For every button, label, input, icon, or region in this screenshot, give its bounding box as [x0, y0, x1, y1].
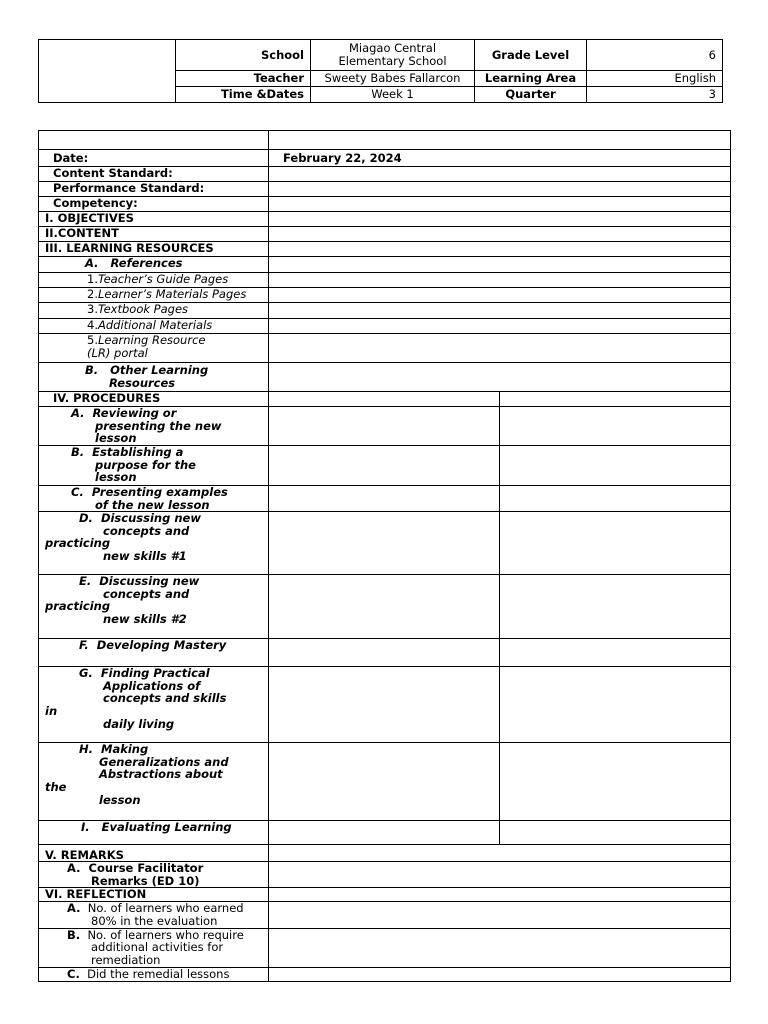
- procedure-b: [39, 446, 269, 486]
- procedure-i: [39, 821, 269, 845]
- table-row: [39, 197, 731, 212]
- header-info-table: [38, 39, 723, 103]
- table-row: [39, 212, 731, 227]
- procedure-f: [39, 639, 269, 667]
- competency-label: Competency:: [39, 197, 269, 212]
- table-row: [39, 862, 731, 888]
- reflection-heading: VI. REFLECTION: [39, 888, 269, 902]
- reference-text: Textbook Pages: [97, 302, 189, 316]
- empty-cell: [269, 363, 731, 392]
- table-row: [39, 743, 731, 821]
- reference-text: Additional Materials: [97, 318, 213, 332]
- table-row: [39, 639, 731, 667]
- date-value: February 22, 2024: [269, 150, 731, 167]
- reference-number: 2.: [87, 287, 98, 301]
- empty-cell: [269, 862, 731, 888]
- table-row: [39, 303, 731, 319]
- performance-standard-label: Performance Standard:: [39, 182, 269, 197]
- table-row: [39, 821, 731, 845]
- empty-cell: [269, 288, 731, 303]
- reflection-text: No. of learners who earned: [87, 901, 244, 916]
- empty-cell: [269, 242, 731, 257]
- table-row: [39, 334, 731, 363]
- procedure-text: lesson: [99, 792, 141, 807]
- reference-number: 5.: [87, 333, 98, 347]
- procedure-text: Applications of: [103, 678, 201, 693]
- empty-cell: [500, 486, 731, 512]
- procedure-text: Developing Mastery: [96, 638, 227, 653]
- reflection-text: No. of learners who require: [87, 927, 244, 942]
- procedure-g: [39, 667, 269, 743]
- table-row: [39, 902, 731, 928]
- other-resources-letter: B.: [85, 363, 99, 377]
- procedure-text: Generalizations and: [99, 754, 229, 769]
- reflection-letter: C.: [67, 966, 80, 981]
- table-row: [39, 928, 731, 967]
- reference-item: [39, 288, 269, 303]
- empty-cell: [39, 131, 269, 150]
- procedure-text: Establishing a: [92, 445, 184, 459]
- procedure-text: presenting the new: [95, 418, 222, 433]
- remarks-text: Remarks (ED 10): [91, 873, 200, 888]
- procedure-text: new skills #2: [103, 611, 187, 626]
- table-row: [39, 845, 731, 862]
- empty-cell: [269, 575, 500, 639]
- empty-cell: [269, 967, 731, 981]
- table-row: [39, 242, 731, 257]
- procedure-letter: F.: [79, 638, 89, 653]
- reference-number: 3.: [87, 302, 98, 316]
- procedure-text: in: [45, 703, 58, 718]
- empty-cell: [269, 821, 500, 845]
- table-row: [39, 319, 731, 334]
- table-row: [39, 888, 731, 902]
- empty-cell: [269, 319, 731, 334]
- lesson-plan-table: [38, 130, 731, 982]
- grade-level-label: Grade Level: [475, 40, 587, 71]
- reference-text: Teacher’s Guide Pages: [97, 272, 229, 286]
- procedure-h: [39, 743, 269, 821]
- quarter-label: Quarter: [475, 87, 587, 103]
- empty-cell: [269, 486, 500, 512]
- references-letter: A.: [85, 256, 99, 270]
- procedure-text: concepts and: [103, 586, 190, 601]
- reference-text: Learning Resource: [97, 333, 206, 347]
- learning-area-label: Learning Area: [475, 71, 587, 87]
- table-row: [39, 182, 731, 197]
- reference-number: 1.: [87, 272, 98, 286]
- procedure-text: the: [45, 779, 67, 794]
- table-row: [39, 392, 731, 407]
- procedures-heading: IV. PROCEDURES: [39, 392, 269, 407]
- remarks-letter: A.: [67, 861, 81, 876]
- table-row: [39, 667, 731, 743]
- reference-item: [39, 273, 269, 288]
- learning-resources-heading: III. LEARNING RESOURCES: [39, 242, 269, 257]
- reflection-letter: B.: [67, 927, 81, 942]
- procedure-text: Discussing new: [100, 511, 201, 526]
- procedure-text: Presenting examples: [91, 485, 228, 499]
- table-row: [39, 273, 731, 288]
- procedure-text: daily living: [103, 716, 175, 731]
- procedure-letter: H.: [79, 742, 93, 757]
- reflection-letter: A.: [67, 901, 81, 916]
- empty-cell: [500, 392, 731, 407]
- remarks-a: [39, 862, 269, 888]
- empty-cell: [269, 845, 731, 862]
- table-row: [39, 575, 731, 639]
- empty-cell: [500, 667, 731, 743]
- school-value: [311, 40, 475, 71]
- procedure-text: Making: [101, 742, 149, 757]
- teacher-value: Sweety Babes Fallarcon: [311, 71, 475, 87]
- procedure-text: concepts and skills: [103, 691, 227, 706]
- table-row: [39, 150, 731, 167]
- school-label: School: [176, 40, 311, 71]
- time-dates-value: Week 1: [311, 87, 475, 103]
- empty-cell: [269, 928, 731, 967]
- empty-cell: [269, 512, 500, 575]
- teacher-label: Teacher: [176, 71, 311, 87]
- table-row: [39, 288, 731, 303]
- table-row: [39, 446, 731, 486]
- procedure-text: lesson: [95, 470, 137, 485]
- procedure-text: Evaluating Learning: [101, 820, 232, 835]
- reflection-text: Did the remedial lessons: [87, 966, 230, 981]
- reflection-text: 80% in the evaluation: [91, 913, 218, 928]
- procedure-text: new skills #1: [103, 548, 187, 563]
- procedure-text: Discussing new: [99, 574, 200, 589]
- table-row: [39, 167, 731, 182]
- procedure-text: Finding Practical: [100, 666, 210, 681]
- procedure-e: [39, 575, 269, 639]
- empty-cell: [269, 667, 500, 743]
- empty-cell: [269, 407, 500, 446]
- procedure-text: practicing: [45, 599, 111, 614]
- reference-text: Learner’s Materials Pages: [97, 287, 247, 301]
- empty-cell: [269, 197, 731, 212]
- empty-cell: [269, 902, 731, 928]
- empty-cell: [500, 743, 731, 821]
- reference-item: [39, 319, 269, 334]
- empty-cell: [269, 303, 731, 319]
- references-label: [39, 257, 269, 273]
- procedure-text: lesson: [95, 431, 137, 446]
- empty-cell: [500, 512, 731, 575]
- empty-cell: [500, 575, 731, 639]
- empty-cell: [269, 212, 731, 227]
- reflection-text: remediation: [91, 952, 161, 967]
- references-text: References: [110, 256, 183, 270]
- other-resources-label: [39, 363, 269, 392]
- empty-cell: [269, 227, 731, 242]
- procedure-text: practicing: [45, 536, 111, 551]
- procedure-text: of the new lesson: [95, 497, 210, 512]
- procedure-letter: E.: [79, 574, 92, 589]
- reference-number: 4.: [87, 318, 98, 332]
- empty-cell: [269, 334, 731, 363]
- learning-area-value: English: [587, 71, 723, 87]
- content-standard-label: Content Standard:: [39, 167, 269, 182]
- date-label: Date:: [39, 150, 269, 167]
- empty-cell: [269, 182, 731, 197]
- school-value-line2: Elementary School: [338, 54, 447, 68]
- empty-cell: [269, 273, 731, 288]
- table-row: [39, 363, 731, 392]
- reference-item: [39, 303, 269, 319]
- other-resources-text: Other Learning: [110, 363, 209, 377]
- header-blank-cell: [39, 40, 176, 103]
- reference-text-continued: (LR) portal: [87, 345, 148, 360]
- procedure-text: purpose for the: [95, 457, 196, 472]
- procedure-letter: C.: [71, 485, 84, 499]
- procedure-text: Abstractions about: [99, 767, 223, 782]
- remarks-text: Course Facilitator: [88, 861, 204, 876]
- procedure-d: [39, 512, 269, 575]
- table-row: [39, 486, 731, 512]
- procedure-letter: B.: [71, 445, 85, 459]
- table-row: [39, 131, 731, 150]
- reflection-text: additional activities for: [91, 940, 224, 955]
- reflection-c: [39, 967, 269, 981]
- content-heading: II.CONTENT: [39, 227, 269, 242]
- procedure-letter: D.: [79, 511, 93, 526]
- empty-cell: [269, 743, 500, 821]
- table-row: [39, 512, 731, 575]
- grade-level-value: 6: [587, 40, 723, 71]
- procedure-text: Reviewing or: [92, 406, 177, 420]
- procedure-a: [39, 407, 269, 446]
- school-value-line1: Miagao Central: [348, 41, 437, 55]
- other-resources-text-continued: Resources: [109, 375, 176, 390]
- reflection-b: [39, 928, 269, 967]
- empty-cell: [269, 257, 731, 273]
- empty-cell: [269, 131, 731, 150]
- remarks-heading: V. REMARKS: [39, 845, 269, 862]
- table-row: [39, 227, 731, 242]
- empty-cell: [269, 446, 500, 486]
- procedure-letter: I.: [81, 820, 90, 835]
- objectives-heading: I. OBJECTIVES: [39, 212, 269, 227]
- empty-cell: [500, 407, 731, 446]
- empty-cell: [500, 446, 731, 486]
- table-row: [39, 407, 731, 446]
- empty-cell: [269, 888, 731, 902]
- time-dates-label: Time &Dates: [176, 87, 311, 103]
- empty-cell: [269, 167, 731, 182]
- reference-item: [39, 334, 269, 363]
- empty-cell: [500, 639, 731, 667]
- empty-cell: [269, 639, 500, 667]
- reflection-a: [39, 902, 269, 928]
- procedure-c: [39, 486, 269, 512]
- procedure-text: concepts and: [103, 523, 190, 538]
- procedure-letter: G.: [79, 666, 93, 681]
- table-row: [39, 257, 731, 273]
- empty-cell: [269, 392, 500, 407]
- quarter-value: 3: [587, 87, 723, 103]
- procedure-letter: A.: [71, 406, 85, 420]
- table-row: [39, 967, 731, 981]
- empty-cell: [500, 821, 731, 845]
